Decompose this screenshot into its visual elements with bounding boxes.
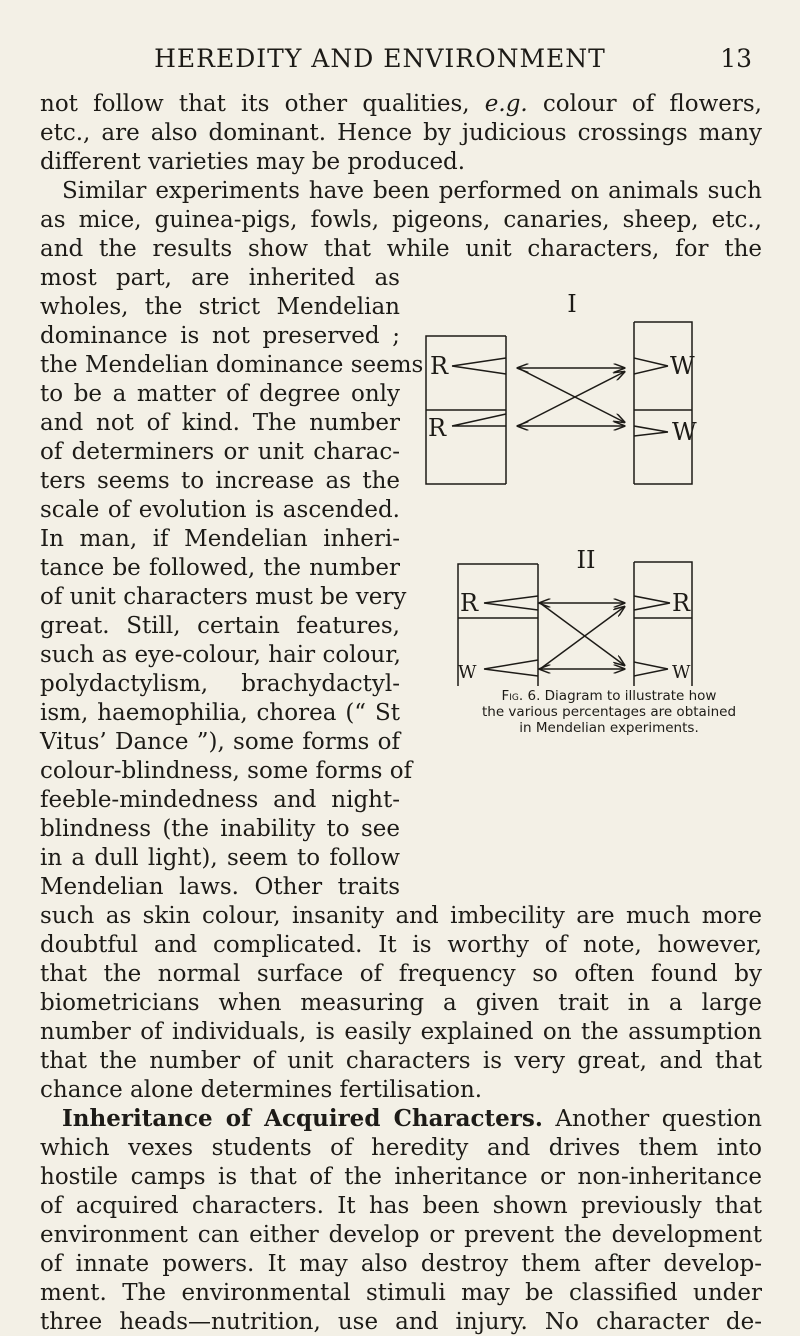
running-title: HEREDITY AND ENVIRONMENT bbox=[154, 44, 606, 73]
diagram-one-left-bottom-label: R bbox=[428, 414, 447, 442]
diagram-two-labels bbox=[458, 546, 691, 683]
text-line: scale of evolution is ascended. bbox=[40, 497, 400, 523]
diagram-two-left-top-label: R bbox=[460, 589, 479, 617]
text-line: Mendelian laws. Other traits bbox=[40, 874, 400, 900]
text-line: ment. The environmental stimuli may be classified under bbox=[40, 1280, 762, 1306]
diagram-two-left-bottom-wedge bbox=[484, 660, 538, 676]
text-line: and the results show that while unit characters, for the bbox=[40, 236, 762, 262]
text-line: ism, haemophilia, chorea (“ St bbox=[40, 700, 400, 726]
diagram-two-right-bottom-wedge bbox=[634, 662, 668, 676]
text-line: In man, if Mendelian inheri- bbox=[40, 526, 400, 552]
text-line: such as skin colour, insanity and imbecility are much more bbox=[40, 903, 762, 929]
text-line: that the normal surface of frequency so often found by bbox=[40, 961, 762, 987]
figure-label: Fig. 6. bbox=[501, 688, 541, 704]
diagram-two-right-top-wedge bbox=[634, 596, 670, 610]
text-line: and not of kind. The number bbox=[40, 410, 400, 436]
figure-caption: Fig. 6. Diagram to illustrate how the various percentages are obtained in Mendelian experiments. bbox=[481, 688, 737, 736]
diagram-two-right-bottom-label: W bbox=[672, 662, 691, 683]
diagram-one-cross-up bbox=[518, 372, 624, 426]
diagram-one-left-bottom-wedge bbox=[452, 414, 506, 426]
text-line: blindness (the inability to see bbox=[40, 816, 400, 842]
page-header bbox=[0, 44, 800, 84]
text-line: environment can either develop or prevent the development bbox=[40, 1222, 762, 1248]
text-line: biometricians when measuring a given trait in a large bbox=[40, 990, 762, 1016]
text-line: to be a matter of degree only bbox=[40, 381, 400, 407]
text-line: three heads—nutrition, use and injury. No character de- bbox=[40, 1309, 762, 1335]
text-line: dominance is not preserved ; bbox=[40, 323, 400, 349]
text-line: most part, are inherited as bbox=[40, 265, 400, 291]
text-line: that the number of unit characters is very great, and that bbox=[40, 1048, 762, 1074]
diagram-two-left-bottom-label: W bbox=[458, 662, 477, 683]
mendelian-figure bbox=[418, 246, 800, 766]
text-line: the Mendelian dominance seems bbox=[40, 352, 424, 378]
text-line: which vexes students of heredity and drives them into bbox=[40, 1135, 762, 1161]
diagram-two-cross-up bbox=[540, 607, 624, 669]
diagram-one-right-bottom-label: W bbox=[672, 418, 697, 446]
diagram-two-numeral: II bbox=[576, 546, 596, 574]
text-line: colour-blindness, some forms of bbox=[40, 758, 413, 784]
text-line: feeble-mindedness and night- bbox=[40, 787, 400, 813]
text-line: chance alone determines fertilisation. bbox=[40, 1077, 483, 1103]
text-line: etc., are also dominant. Hence by judicious crossings many bbox=[40, 120, 762, 146]
diagram-one-right-top-label: W bbox=[670, 352, 695, 380]
text-line: Vitus’ Dance ”), some forms of bbox=[40, 729, 400, 755]
text-line: hostile camps is that of the inheritance or non-inheritance bbox=[40, 1164, 762, 1190]
diagram-one-right-bottom-wedge bbox=[634, 426, 668, 436]
text-line: of determiners or unit charac- bbox=[40, 439, 400, 465]
text-line: Similar experiments have been performed on animals such bbox=[62, 178, 762, 204]
text-line: doubtful and complicated. It is worthy of note, however, bbox=[40, 932, 762, 958]
text-line: of unit characters must be very bbox=[40, 584, 407, 610]
diagram-one bbox=[426, 322, 692, 484]
text-line: such as eye-colour, hair colour, bbox=[40, 642, 401, 668]
diagram-two-left-top-wedge bbox=[484, 596, 538, 610]
diagram-one-right-bracket bbox=[634, 322, 692, 484]
diagram-two bbox=[458, 562, 692, 686]
text-line: tance be followed, the number bbox=[40, 555, 400, 581]
diagram-one-left-top-label: R bbox=[430, 352, 449, 380]
text-line: in a dull light), seem to follow bbox=[40, 845, 400, 871]
diagram-one-cross-down bbox=[518, 368, 624, 422]
diagram-one-numeral: I bbox=[567, 290, 577, 318]
diagram-two-cross-down bbox=[540, 603, 624, 665]
text-line: great. Still, certain features, bbox=[40, 613, 400, 639]
section-heading-line: Inheritance of Acquired Characters. Another question bbox=[62, 1105, 762, 1132]
diagram-one-right-top-wedge bbox=[634, 358, 668, 374]
section-heading: Inheritance of Acquired Characters. bbox=[62, 1105, 543, 1132]
mendelian-diagrams bbox=[418, 246, 800, 686]
diagram-one-left-top-wedge bbox=[452, 358, 506, 374]
text-line: different varieties may be produced. bbox=[40, 149, 466, 175]
page-number: 13 bbox=[720, 44, 752, 73]
text-line: ters seems to increase as the bbox=[40, 468, 400, 494]
text-line: of innate powers. It may also destroy them after develop- bbox=[40, 1251, 762, 1277]
text-line: of acquired characters. It has been shown previously that bbox=[40, 1193, 762, 1219]
text-line: number of individuals, is easily explained on the assumption bbox=[40, 1019, 762, 1045]
text-line: polydactylism, brachydactyl- bbox=[40, 671, 400, 697]
diagram-two-right-top-label: R bbox=[672, 589, 691, 617]
text-line: wholes, the strict Mendelian bbox=[40, 294, 400, 320]
text-line: not follow that its other qualities, e.g. colour of flowers, bbox=[40, 91, 762, 117]
text-line: as mice, guinea-pigs, fowls, pigeons, canaries, sheep, etc., bbox=[40, 207, 762, 233]
